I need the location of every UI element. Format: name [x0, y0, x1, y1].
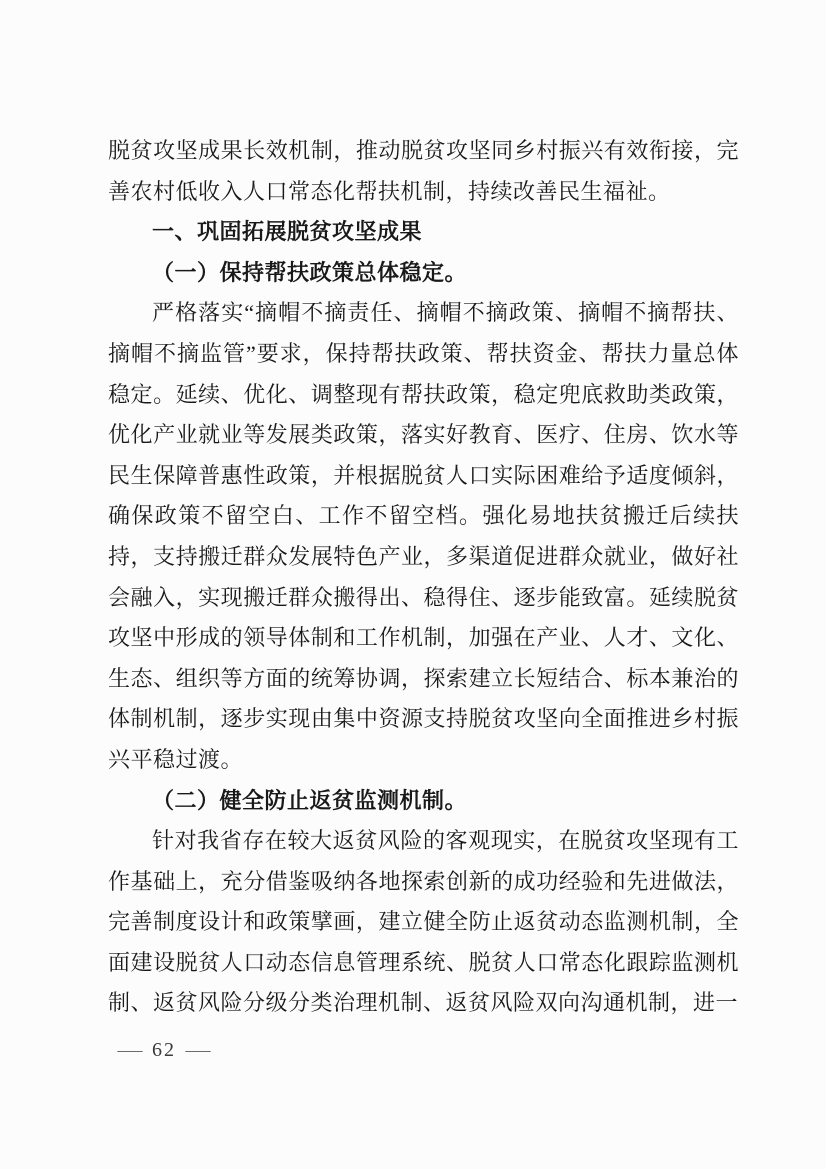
page-footer — [117, 1036, 211, 1064]
body-paragraph-continuation: 脱贫攻坚成果长效机制，推动脱贫攻坚同乡村振兴有效衔接，完善农村低收入人口常态化帮扶机制，持续改善民生福祉。 — [108, 138, 739, 204]
subsection-heading-2: （二）健全防止返贫监测机制。 — [152, 787, 468, 813]
document-body — [108, 131, 739, 1024]
footer-dash-right: — — [185, 1039, 211, 1061]
footer-page-number: 62 — [152, 1039, 176, 1061]
section-heading: 一、巩固拓展脱贫攻坚成果 — [152, 219, 423, 245]
body-paragraph-2: 针对我省存在较大返贫风险的客观现实，在脱贫攻坚现有工作基础上，充分借鉴吸纳各地探索创新的成功经验和先进做法，完善制度设计和政策擘画，建立健全防止返贫动态监测机制，全面建设脱贫人口动态信息管理系统、脱贫人口常态化跟踪监测机制、返贫风险分级分类治理机制、返贫风险双向沟通机制，进一 — [108, 828, 739, 1016]
footer-dash-left: — — [117, 1039, 143, 1061]
subsection-heading-1: （一）保持帮扶政策总体稳定。 — [152, 259, 468, 285]
body-paragraph-1: 严格落实“摘帽不摘责任、摘帽不摘政策、摘帽不摘帮扶、摘帽不摘监管”要求，保持帮扶政策、帮扶资金、帮扶力量总体稳定。延续、优化、调整现有帮扶政策，稳定兜底救助类政策，优化产业就业等发展类政策，落实好教育、医疗、住房、饮水等民生保障普惠性政策，并根据脱贫人口实际困难给予适度倾斜，确保政策不留空白、工作不留空档。强化易地扶贫搬迁后续扶持，支持搬迁群众发展特色产业，多渠道促进群众就业，做好社会融入，实现搬迁群众搬得出、稳得住、逐步能致富。延续脱贫攻坚中形成的领导体制和工作机制，加强在产业、人才、文化、生态、组织等方面的统筹协调，探索建立长短结合、标本兼治的体制机制，逐步实现由集中资源支持脱贫攻坚向全面推进乡村振兴平稳过渡。 — [108, 300, 739, 772]
